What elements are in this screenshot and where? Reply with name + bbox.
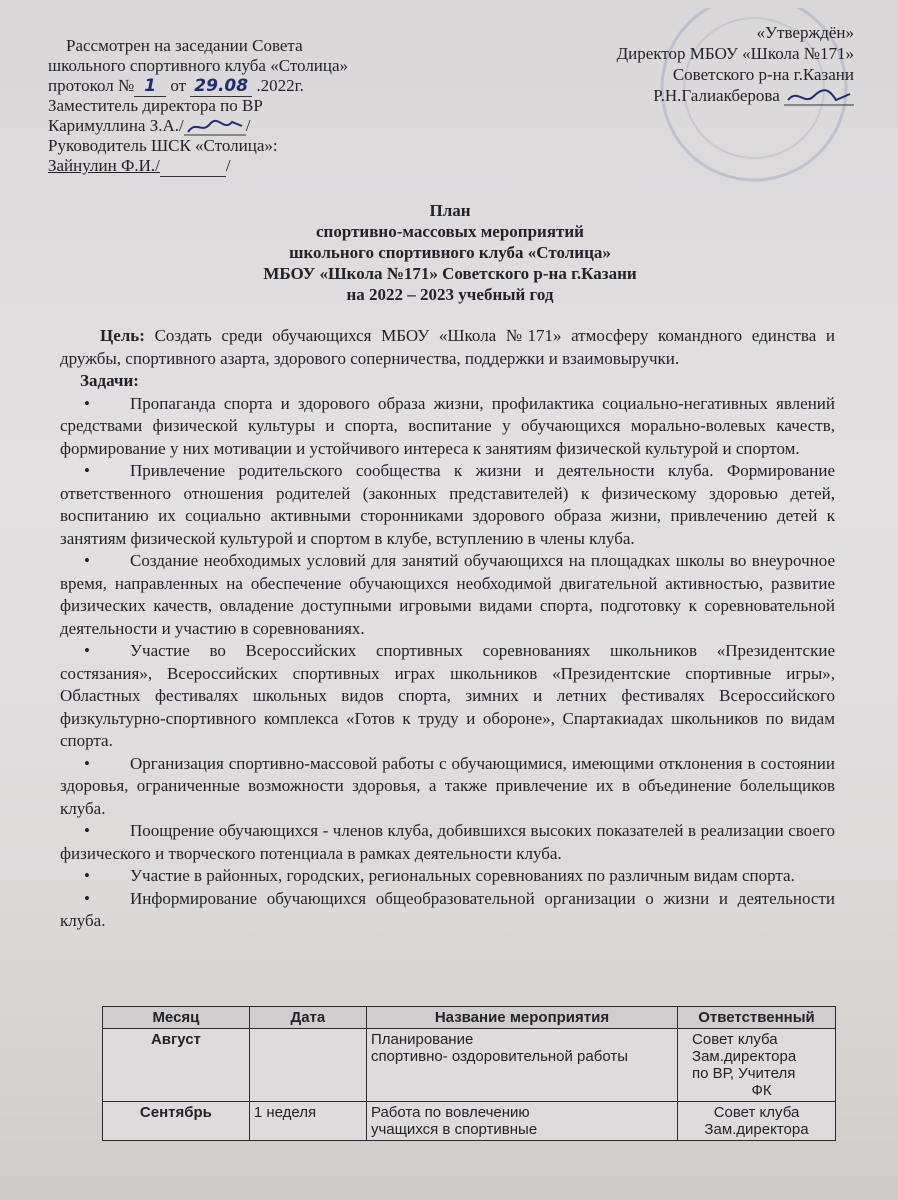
director-name-line <box>534 85 854 106</box>
event-line: спортивно- оздоровительной работы <box>370 1048 628 1065</box>
task-item <box>60 640 835 753</box>
col-month-header: Месяц <box>103 1007 250 1029</box>
director-name: Р.Н.Галиакберова <box>653 86 780 105</box>
bullet-icon: • <box>84 551 90 570</box>
event-line: учащихся в спортивные <box>370 1121 538 1138</box>
district-line: Советского р-на г.Казани <box>672 65 854 84</box>
deputy-name-end: / <box>245 116 251 135</box>
bullet-icon: • <box>84 888 90 908</box>
responsible-line: Совет клуба <box>692 1031 778 1048</box>
event-line: Планирование <box>370 1031 474 1048</box>
events-table <box>102 1006 836 1141</box>
deputy-name: Каримуллина З.А./ <box>48 116 184 135</box>
club-head-name-line <box>48 156 408 177</box>
title-line-4: МБОУ «Школа №171» Советского р-на г.Казани <box>263 264 637 283</box>
cell-date: 1 неделя <box>249 1102 366 1141</box>
task-text: Участие в районных, городских, региональных соревнованиях по различным видам спорта. <box>130 866 795 885</box>
approval-block-right <box>534 22 854 106</box>
club-head-name: Зайнулин Ф.И./ <box>48 156 160 176</box>
goal-paragraph <box>60 325 835 370</box>
director-title: Директор МБОУ «Школа №171» <box>616 44 854 63</box>
table-row <box>103 1102 836 1141</box>
cell-month: Сентябрь <box>103 1102 250 1141</box>
table-header-row <box>103 1007 836 1029</box>
responsible-line: по ВР, Учителя <box>692 1065 796 1082</box>
bullet-icon: • <box>84 866 90 885</box>
cell-responsible <box>678 1102 836 1141</box>
protocol-date: 29.08 <box>190 76 252 97</box>
goal-text: Создать среди обучающихся МБОУ «Школа №171» атмосферу командного единства и дружбы, спортивного азарта, здорового соперничества, поддержки и взаимовыручки. <box>60 326 835 368</box>
protocol-year: .2022г. <box>256 76 304 95</box>
task-item <box>60 865 835 888</box>
task-text: Организация спортивно-массовой работы с обучающимися, имеющими отклонения в состоянии здоровья, ограниченные возможности здоровья, а также привлечение их в объединение болельщиков клуба. <box>60 753 835 818</box>
task-item <box>60 460 835 550</box>
responsible-line: Совет клуба <box>713 1104 800 1121</box>
goal-label: Цель: <box>100 326 145 345</box>
event-line: Работа по вовлечению <box>370 1104 530 1121</box>
cell-month: Август <box>103 1029 250 1102</box>
approval-block-left <box>48 36 408 177</box>
task-text: Пропаганда спорта и здорового образа жизни, профилактика социально-негативных явлений средствами физической культуры и спорта, воспитание у обучающихся морально-волевых качеств, формирование у них мотивации и устойчивого интереса к занятиям физической культурой и спортом. <box>60 393 835 458</box>
protocol-line <box>48 76 408 96</box>
deputy-line: Заместитель директора по ВР <box>48 96 263 115</box>
bullet-icon: • <box>84 753 90 773</box>
signature-director <box>784 88 854 106</box>
protocol-prefix: протокол № <box>48 76 135 95</box>
approved-label: «Утверждён» <box>756 23 854 42</box>
bullet-icon: • <box>84 641 90 660</box>
cell-event <box>366 1029 677 1102</box>
title-line-2: спортивно-массовых мероприятий <box>316 222 584 241</box>
protocol-from: от <box>170 76 187 95</box>
responsible-line: ФК <box>751 1082 772 1099</box>
title-line-3: школьного спортивного клуба «Столица» <box>289 243 611 262</box>
col-responsible-header: Ответственный <box>678 1007 836 1029</box>
title-line-5: на 2022 – 2023 учебный год <box>346 285 554 304</box>
task-text: Участие во Всероссийских спортивных соревнованиях школьников «Президентские состязания», Всероссийских спортивных играх школьников «Президентские спортивные игры», Областных фестивалях школьных видов спорта, зимних и летних фестивалях Всероссийского физкультурно-спортивного комплекса «Готов к труду и обороне», Спартакиадах школьников по видам спорта. <box>60 641 835 750</box>
task-text: Привлечение родительского сообщества к жизни и деятельности клуба. Формирование ответственного отношения родителей (законных представителей) к физическому здоровью детей, воспитанию их социально активными сторонниками здорового образа жизни, привлечению детей к занятиям физической культурой и спортом в клубе, вступлению в члены клуба. <box>60 461 835 548</box>
council-line-1: Рассмотрен на заседании Совета <box>66 36 303 55</box>
task-item <box>60 888 835 933</box>
cell-date <box>249 1029 366 1102</box>
task-item <box>60 820 835 865</box>
bullet-icon: • <box>84 461 90 480</box>
cell-responsible <box>678 1029 836 1102</box>
title-line-1: План <box>429 201 471 220</box>
task-item <box>60 393 835 461</box>
task-item <box>60 753 835 821</box>
col-event-header: Название мероприятия <box>366 1007 677 1029</box>
club-head-name-end: / <box>225 156 231 176</box>
document-title <box>180 200 720 305</box>
bullet-icon: • <box>84 393 90 413</box>
document-body <box>60 325 835 933</box>
task-text: Поощрение обучающихся - членов клуба, добившихся высоких показателей в реализации своего физического и творческого потенциала в рамках деятельности клуба. <box>60 821 835 863</box>
club-head-line: Руководитель ШСК «Столица»: <box>48 136 278 156</box>
signature-deputy <box>184 118 246 136</box>
cell-event <box>366 1102 677 1141</box>
col-date-header: Дата <box>249 1007 366 1029</box>
task-item <box>60 550 835 640</box>
deputy-name-line <box>48 116 408 136</box>
responsible-line: Зам.директора <box>704 1121 809 1138</box>
task-text: Создание необходимых условий для занятий обучающихся на площадках школы во внеурочное время, направленных на обеспечение обучающихся необходимой двигательной активностью, развитие физических качеств, овладение доступными игровыми видами спорта, подготовку к соревновательной деятельности и участию в соревнованиях. <box>60 551 835 638</box>
table-row <box>103 1029 836 1102</box>
responsible-line: Зам.директора <box>692 1048 797 1065</box>
bullet-icon: • <box>84 821 90 840</box>
protocol-number: 1 <box>134 76 166 97</box>
tasks-heading: Задачи: <box>80 371 139 390</box>
council-line-2: школьного спортивного клуба «Столица» <box>48 56 349 75</box>
task-text: Информирование обучающихся общеобразовательной организации о жизни и деятельности клуба. <box>60 888 835 930</box>
